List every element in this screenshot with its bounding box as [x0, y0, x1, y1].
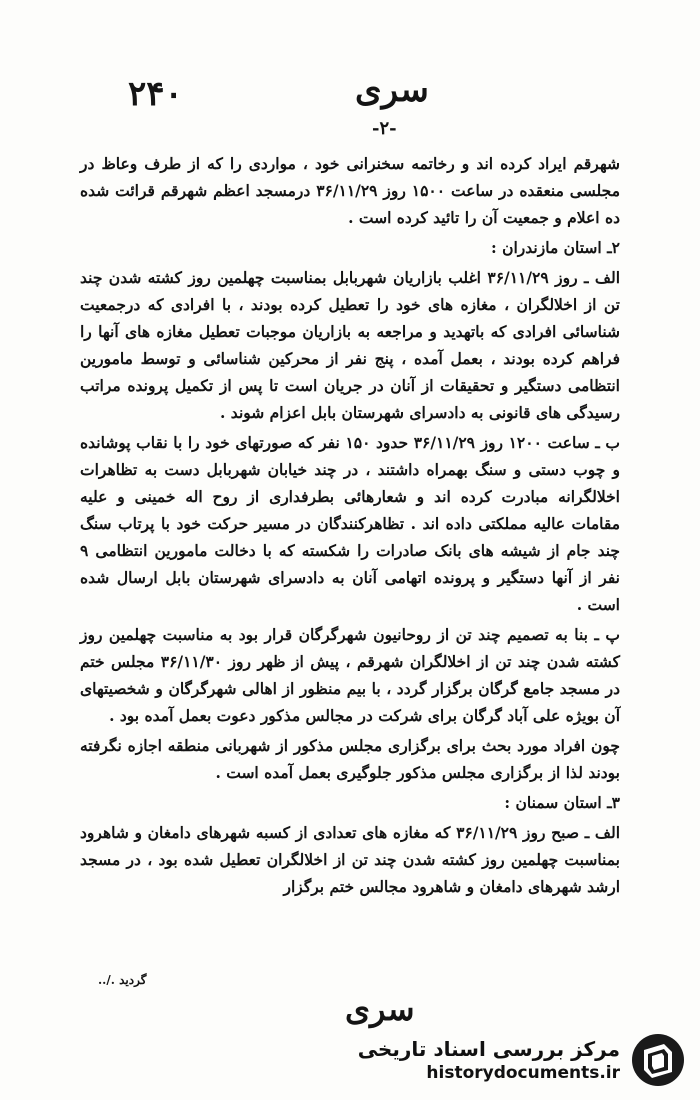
- page-number: ۲۴۰: [128, 74, 183, 114]
- classification-stamp-top: سری: [355, 70, 429, 110]
- watermark-url: historydocuments.ir: [426, 1063, 620, 1083]
- paragraph-gorgan-ban: چون افراد مورد بحث برای برگزاری مجلس مذکور از شهربانی منطقه اجازه نگرفته بودند لذا از برگزاری مجلس مذکور جلوگیری بعمل آمده است .: [80, 736, 620, 782]
- paragraph-intro: شهرقم ایراد کرده اند و رخاتمه سخنرانی خود ، مواردی را که از طرف وعاظ در مجلسی منعقده در ساعت ۱۵۰۰ روز ۳۶/۱۱/۲۹ درمسجد اعظم شهرقم قرائت شده ده اعلام و جمعیت آن را تائید کرده است .: [80, 154, 620, 227]
- classification-stamp-bottom: سری: [345, 990, 415, 1028]
- paragraph-be: ب ـ ساعت ۱۲۰۰ روز ۳۶/۱۱/۲۹ حدود ۱۵۰ نفر که صورتهای خود را با نقاب پوشانده و چوب دستی و سنگ بهمراه داشتند ، در چند خیابان شهربابل دست به تظاهرات اخلالگرانه مبادرت کرده اند و شعارهائی بطرفداری از روح اله خمینی و علیه مقامات عالیه مملکتی داده اند . تظاهرکنندگان در مسیر حرکت خود با پرتاب سنگ چند جام از شیشه های بانک صادرات را شکسته که با دخالت مامورین انتظامی ۹ نفر از آنها دستگیر و پرونده اتهامی آنان به دادسرای شهرستان بابل ارسال شده است .: [80, 433, 620, 614]
- paragraph-alef: الف ـ روز ۳۶/۱۱/۲۹ اغلب بازاریان شهربابل بمناسبت چهلمین روز کشته شدن چند تن از اخلالگران ، مغازه های خود را تعطیل کرده بودند ، با افرادی که درجمعیت شناسائی افرادی که باتهدید و مراجعه به بازاریان موجبات تعطیل مغازه های آنها را فراهم کرده بودند ، بعمل آمده ، پنج نفر از محرکین شناسائی و توسط مامورین انتظامی دستگیر و تحقیقات از آنان در جریان است تا پس از تکمیل پرونده مراتب رسیدگی های قانونی به دادسرای شهرستان بابل اعزام شوند .: [80, 268, 620, 422]
- archive-logo-icon: [630, 1032, 686, 1088]
- watermark-text: [358, 1036, 620, 1084]
- section-heading-semnan: ۳ـ استان سمنان :: [504, 793, 620, 812]
- watermark: [358, 1032, 686, 1088]
- sheet-number: -۲-: [372, 118, 397, 139]
- paragraph-alef-semnan: الف ـ صبح روز ۳۶/۱۱/۲۹ که مغازه های تعدادی از کسبه شهرهای دامغان و شاهرود بمناسبت چهلمین روز کشته شدن چند تن از اخلالگران تعطیل شده بود ، در مسجد ارشد شهرهای دامغان و شاهرود مجالس ختم برگزار: [80, 823, 620, 896]
- section-heading-mazandaran: ۲ـ استان مازندران :: [491, 238, 620, 257]
- continuation-note: گردید ./..: [98, 973, 147, 987]
- document-body: [80, 150, 620, 903]
- watermark-title: مرکز بررسی اسناد تاریخی: [357, 1037, 620, 1061]
- paragraph-pe: پ ـ بنا به تصمیم چند تن از روحانیون شهرگرگان قرار بود به مناسبت چهلمین روز کشته شدن چند تن از اخلالگران شهرقم ، پیش از ظهر روز ۳۶/۱۱/۳۰ مجلس ختم در مسجد جامع گرگان برگزار گردد ، با بیم منظور از اهالی شهرگرگان و شخصیتهای آن بویژه علی آباد گرگان برای شرکت در مجالس مذکور دعوت بعمل آمده بود .: [80, 625, 621, 725]
